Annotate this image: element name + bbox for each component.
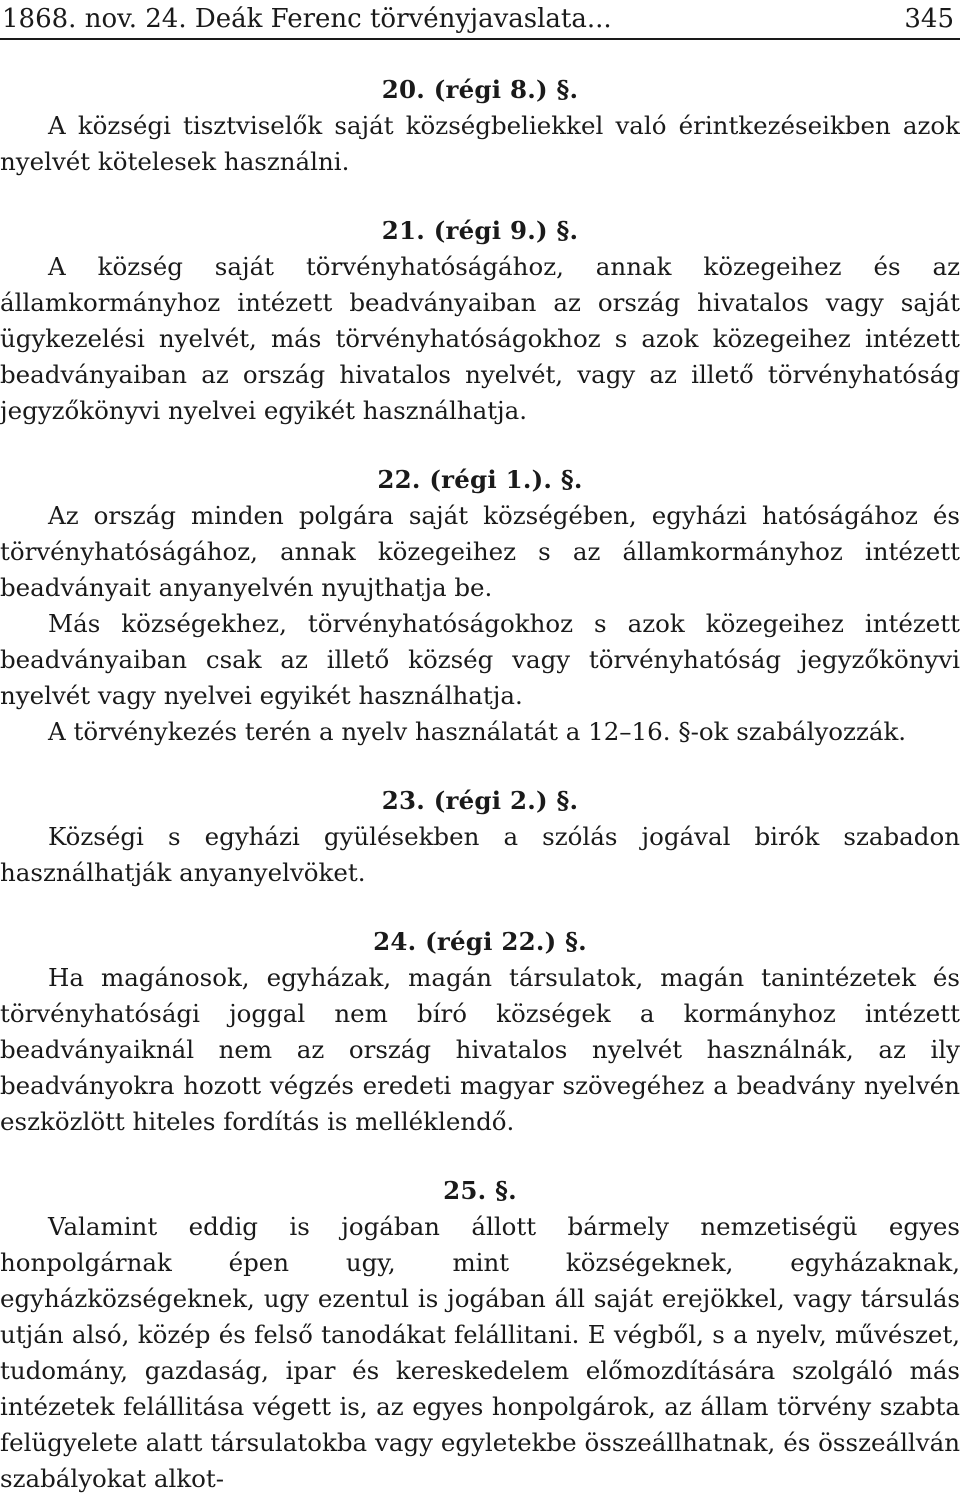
section-title: 20. (régi 8.) §.: [381, 75, 579, 104]
spacer: [0, 429, 960, 462]
paragraph: A törvénykezés terén a nyelv használatát a 12–16. §-ok szabályozzák.: [48, 717, 907, 746]
spacer: [0, 891, 960, 924]
page-number: 345: [904, 4, 954, 34]
section-20: [0, 72, 960, 180]
paragraph: Más községekhez, törvényhatóságokhoz s azok közegeihez intézett beadványaiban csak az illető község vagy törvényhatóság jegyzőkönyvi nyelvét vagy nyelvei egyikét használhatja.: [0, 609, 960, 710]
section-title: 23. (régi 2.) §.: [381, 786, 579, 815]
paragraph: A község saját törvényhatóságához, annak közegeihez és az államkormányhoz intézett beadványaiban az ország hivatalos vagy saját ügykezelési nyelvét, más törvényhatóságokhoz s azok közegeihez intézett beadványaiban az ország hivatalos nyelvét, vagy az illető törvényhatóság jegyzőkönyvi nyelvei egyikét használhatja.: [0, 252, 960, 425]
spacer: [0, 750, 960, 783]
page-header: [0, 0, 960, 36]
running-title: 1868. nov. 24. Deák Ferenc törvényjavaslata...: [2, 4, 612, 34]
section-22: [0, 462, 960, 750]
paragraph: Az ország minden polgára saját községében, egyházi hatóságához és törvényhatóságához, annak közegeihez s az államkormányhoz intézett beadványait anyanyelvén nyujthatja be.: [0, 501, 960, 602]
paragraph: Községi s egyházi gyülésekben a szólás jogával birók szabadon használhatják anyanyelvöket.: [0, 822, 960, 887]
section-title: 25. §.: [443, 1176, 517, 1205]
header-rule: [0, 38, 960, 40]
paragraph: A községi tisztviselők saját községbeliekkel való érintkezéseikben azok nyelvét kötelesek használni.: [0, 111, 960, 176]
paragraph: Valamint eddig is jogában állott bármely nemzetiségü egyes honpolgárnak épen ugy, mint községeknek, egyházaknak, egyházközségeknek, ugy ezentul is jogában áll saját erejökkel, vagy társulás utján alsó, közép és felső tanodákat felállitani. E végből, s a nyelv, művészet, tudomány, gazdaság, ipar és kereskedelem előmozdítására szolgáló más intézetek felállitása végett is, az egyes honpolgárok, az állam törvény szabta felügyelete alatt társulatokba vagy egyletekbe összeállhatnak, és összeállván szabályokat alkot-: [0, 1212, 960, 1493]
section-25: [0, 1173, 960, 1497]
section-23: [0, 783, 960, 891]
spacer: [0, 180, 960, 213]
section-title: 21. (régi 9.) §.: [381, 216, 579, 245]
section-title: 24. (régi 22.) §.: [373, 927, 587, 956]
paragraph: Ha magánosok, egyházak, magán társulatok, magán tanintézetek és törvényhatósági joggal nem bíró községek a kormányhoz intézett beadványaiknál nem az ország hivatalos nyelvét használnák, az ily beadványokra hozott végzés eredeti magyar szövegéhez a beadvány nyelvén eszközlött hiteles fordítás is melléklendő.: [0, 963, 960, 1136]
section-21: [0, 213, 960, 429]
section-title: 22. (régi 1.). §.: [377, 465, 583, 494]
page-body: [0, 72, 960, 1497]
spacer: [0, 1140, 960, 1173]
section-24: [0, 924, 960, 1140]
